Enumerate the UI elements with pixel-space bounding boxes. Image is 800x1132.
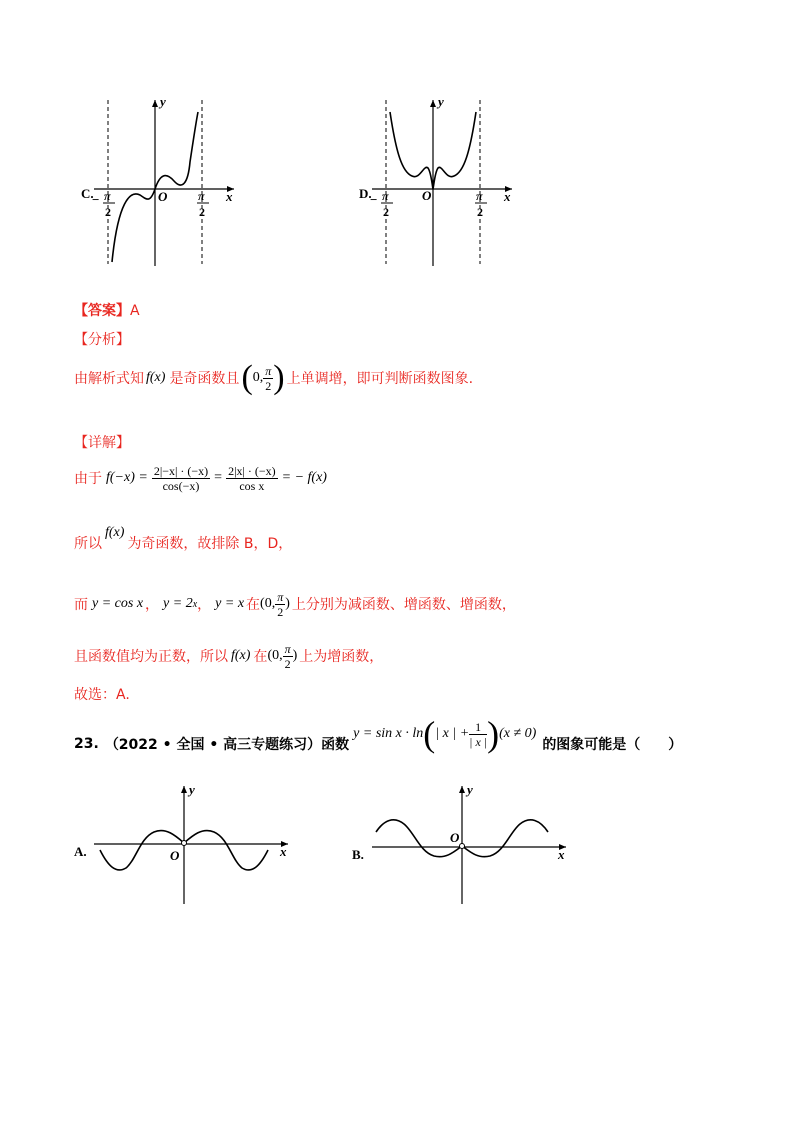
detail-equation: f(−x) = $\frac{2|-x| \cdot (-x)}{\cos(-x)}$ = $\frac{2|x| \cdot (-x)}{\text{cos x}}$ = − f(x) xyxy=(106,463,327,493)
d-x-label: x xyxy=(504,189,511,204)
b-hole xyxy=(460,844,465,849)
option-b-svg xyxy=(352,780,582,910)
detail-line3: 而 y = cos x ， y = 2 x ， y = x 在 (0, $\frac{\pi}{2}$ ) 上分别为减函数、增函数、增函数， xyxy=(74,589,516,619)
option-b-graph xyxy=(352,780,582,910)
c-pos-two: 2 xyxy=(199,205,205,219)
analysis-fx: f(x) xyxy=(146,370,166,385)
analysis-text-mid: 是奇函数且 xyxy=(169,371,240,387)
d-neg-sign: − xyxy=(370,192,378,207)
answer-label: 【答案】 xyxy=(74,303,130,319)
detail-frac1: $\frac{2|-x| \cdot (-x)}{\cos(-x)}$ xyxy=(153,463,209,493)
answer-value: A xyxy=(130,303,140,319)
detail-prefix: 由于 xyxy=(74,471,102,487)
a-label: A. xyxy=(74,844,87,859)
detail-line2: 所以 f(x) 为奇函数，故排除 B，D， xyxy=(74,525,293,552)
q23-tail: 的图象可能是（ ） xyxy=(542,737,683,753)
c-neg-two: 2 xyxy=(105,205,111,219)
q23-source: （2022 • 全国 • 高三专题练习）函数 xyxy=(104,737,350,753)
d-y-label: y xyxy=(438,94,444,109)
d-origin-label: O xyxy=(422,188,432,203)
detail-line5: 故选：A. xyxy=(74,687,130,703)
a-hole xyxy=(182,841,187,846)
detail-frac2: $\frac{2|x| \cdot (-x)}{\text{cos x}}$ xyxy=(228,463,276,493)
a-origin-label: O xyxy=(170,848,180,863)
q23-formula: y = sin x · ln ( | x | + $\frac{1}{| x |}$ ) (x ≠ 0) xyxy=(353,714,537,754)
a-x-label: x xyxy=(280,844,287,859)
option-c-graph xyxy=(74,92,244,272)
option-d-graph xyxy=(352,92,522,272)
c-y-label: y xyxy=(160,94,166,109)
analysis-interval: ( 0, $\frac{\pi}{2}$ ) xyxy=(241,359,285,396)
b-origin-label: O xyxy=(450,830,460,845)
analysis-zero: 0, xyxy=(252,370,264,385)
d-neg-two: 2 xyxy=(383,205,389,219)
b-label: B. xyxy=(352,847,364,862)
c-pos-pi: π xyxy=(198,189,205,203)
option-a-svg xyxy=(74,780,304,910)
d-label: D. xyxy=(359,186,372,201)
analysis-line xyxy=(74,358,473,398)
a-y-label: y xyxy=(189,782,195,797)
detail-line4: 且函数值均为正数，所以 f(x) 在 (0, $\frac{\pi}{2}$ ) 上为增函数， xyxy=(74,641,384,671)
detail-line1 xyxy=(74,456,327,500)
option-c-svg xyxy=(74,92,244,272)
q23-number: 23. xyxy=(74,736,99,752)
question-23 xyxy=(74,714,683,768)
c-label: C. xyxy=(81,186,94,201)
c-neg-sign: − xyxy=(92,192,100,207)
d-pos-pi: π xyxy=(476,189,483,203)
answer-line xyxy=(74,300,140,320)
a-y-arrow xyxy=(181,786,187,793)
d-pos-two: 2 xyxy=(477,205,483,219)
d-y-arrow xyxy=(430,100,436,107)
analysis-label: 【分析】 xyxy=(74,332,130,348)
c-x-label: x xyxy=(226,189,233,204)
b-y-label: y xyxy=(467,782,473,797)
detail-label: 【详解】 xyxy=(74,435,130,451)
detail-line2-fx: f(x) xyxy=(105,525,125,540)
option-a-graph xyxy=(74,780,304,910)
c-origin-label: O xyxy=(158,189,168,204)
c-y-arrow xyxy=(152,100,158,107)
b-y-arrow xyxy=(459,786,465,793)
b-x-label: x xyxy=(558,847,565,862)
c-neg-pi: π xyxy=(104,189,111,203)
analysis-text-before: 由解析式知 xyxy=(74,371,144,387)
option-d-svg xyxy=(352,92,522,272)
d-neg-pi: π xyxy=(382,189,389,203)
analysis-text-after: 上单调增，即可判断函数图象. xyxy=(286,371,474,387)
